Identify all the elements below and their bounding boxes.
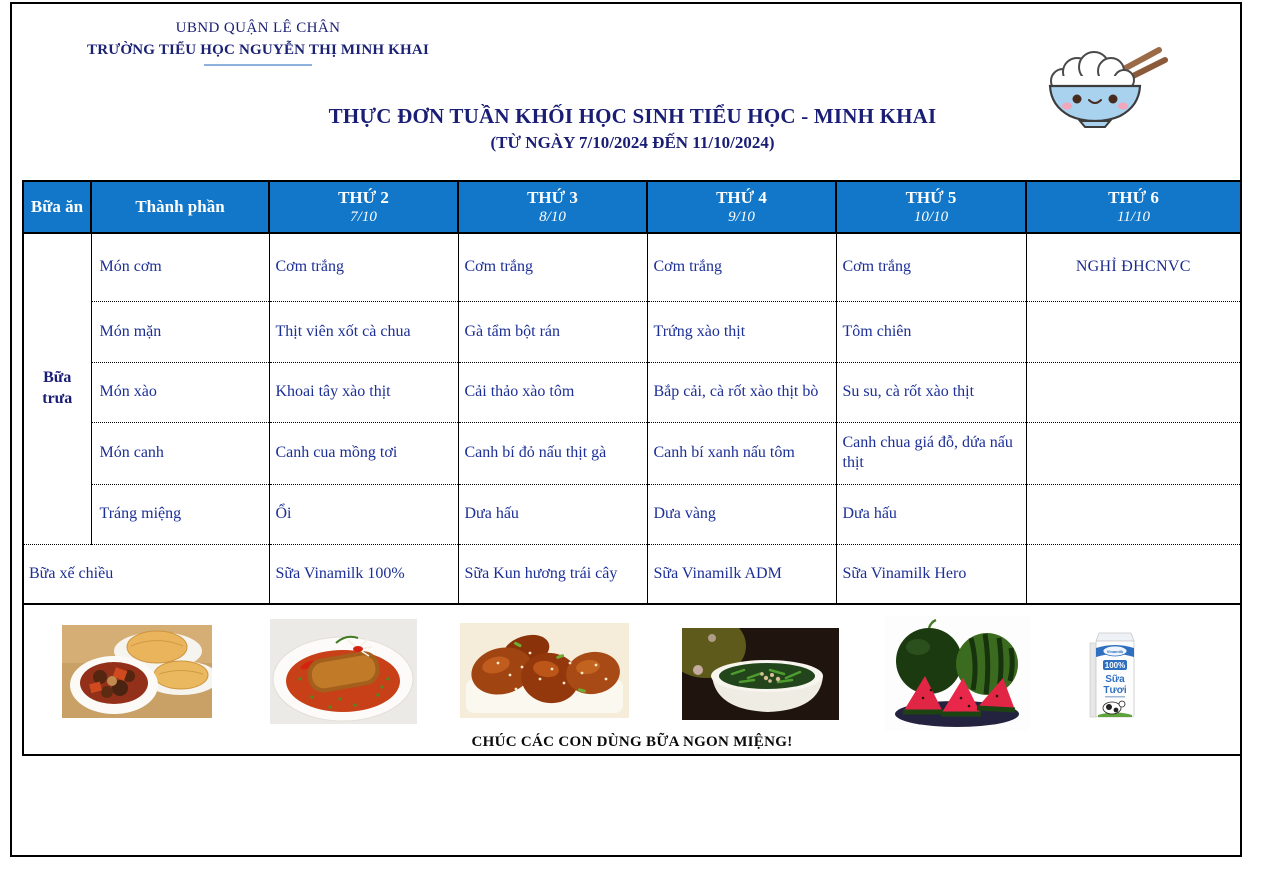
milk-carton-photo — [1082, 627, 1146, 724]
meal-column-header — [23, 181, 91, 233]
milk-percent-label: 100% — [1104, 661, 1126, 670]
menu-cell: Sữa Vinamilk ADM — [647, 544, 836, 604]
day-date: 9/10 — [728, 209, 755, 225]
menu-date-range: (TỪ NGÀY 7/10/2024 ĐẾN 11/10/2024) — [490, 133, 775, 152]
dish-type-label-soup: Món canh — [91, 422, 269, 484]
dish-type-label-stirfry: Món xào — [91, 362, 269, 422]
menu-cell: Bắp cải, cà rốt xào thịt bò — [647, 362, 836, 422]
menu-cell — [1026, 484, 1241, 544]
menu-cell: Dưa vàng — [647, 484, 836, 544]
milk-brand-label: Vinamilk — [1106, 649, 1124, 654]
day-name: THỨ 4 — [716, 188, 767, 207]
menu-title: THỰC ĐƠN TUẦN KHỐI HỌC SINH TIỂU HỌC - MINH KHAI — [328, 104, 937, 128]
day-name: THỨ 3 — [527, 188, 578, 207]
menu-cell — [1026, 301, 1241, 362]
fried-fish-in-tomato-sauce-photo — [270, 619, 417, 724]
day-header-mon — [269, 181, 458, 233]
day-date: 7/10 — [350, 209, 377, 225]
lunch-group-label: Bữa trưa — [23, 233, 91, 544]
menu-cell: Dưa hấu — [836, 484, 1026, 544]
food-photo-gallery — [23, 604, 1241, 755]
menu-cell: Thịt viên xốt cà chua — [269, 301, 458, 362]
menu-cell: Cơm trắng — [269, 233, 458, 301]
day-header-fri — [1026, 181, 1241, 233]
menu-cell: Canh chua giá đỗ, dứa nấu thịt — [836, 422, 1026, 484]
day-header-thu — [836, 181, 1026, 233]
menu-cell: Cơm trắng — [647, 233, 836, 301]
afternoon-snack-label: Bữa xế chiều — [23, 544, 269, 604]
school-name-underline — [204, 64, 312, 66]
menu-cell: Canh cua mồng tơi — [269, 422, 458, 484]
milk-name-line1: Sữa — [1105, 674, 1125, 685]
day-date: 8/10 — [539, 209, 566, 225]
menu-cell: Cơm trắng — [836, 233, 1026, 301]
menu-cell: Gà tẩm bột rán — [458, 301, 647, 362]
day-off-note: NGHỈ ĐHCNVC — [1026, 233, 1241, 301]
org-header — [58, 20, 458, 66]
school-name: TRƯỜNG TIỂU HỌC NGUYỄN THỊ MINH KHAI — [87, 42, 429, 58]
day-date: 11/10 — [1116, 209, 1151, 225]
watermelon-photo — [885, 616, 1030, 731]
day-name: THỨ 2 — [338, 188, 389, 207]
title-block — [0, 104, 1265, 153]
menu-cell: Su su, cà rốt xào thịt — [836, 362, 1026, 422]
dish-type-label-protein: Món mặn — [91, 301, 269, 362]
milk-name-line2: Tươi — [1103, 685, 1127, 696]
dish-type-label-rice: Món cơm — [91, 233, 269, 301]
menu-cell — [1026, 544, 1241, 604]
day-date: 10/10 — [913, 209, 949, 225]
day-name: THỨ 6 — [1108, 188, 1159, 207]
weekly-menu-table — [22, 180, 1242, 756]
component-column-header — [91, 181, 269, 233]
green-vegetable-soup-photo — [682, 628, 839, 720]
meal-column-header-label: Bữa ăn — [30, 197, 84, 217]
menu-cell: Khoai tây xào thịt — [269, 362, 458, 422]
day-header-wed — [647, 181, 836, 233]
day-name: THỨ 5 — [905, 188, 957, 207]
menu-cell: Sữa Vinamilk Hero — [836, 544, 1026, 604]
menu-cell: Trứng xào thịt — [647, 301, 836, 362]
menu-cell: Canh bí xanh nấu tôm — [647, 422, 836, 484]
menu-cell: Cải thảo xào tôm — [458, 362, 647, 422]
org-parent-name: UBND QUẬN LÊ CHÂN — [175, 20, 341, 36]
menu-cell — [1026, 422, 1241, 484]
menu-cell: Ổi — [269, 484, 458, 544]
menu-cell: Cơm trắng — [458, 233, 647, 301]
menu-cell: Sữa Kun hương trái cây — [458, 544, 647, 604]
menu-cell: Canh bí đỏ nấu thịt gà — [458, 422, 647, 484]
menu-cell: Tôm chiên — [836, 301, 1026, 362]
beef-stew-with-bread-photo — [62, 625, 212, 718]
menu-cell — [1026, 362, 1241, 422]
dish-type-label-dessert: Tráng miệng — [91, 484, 269, 544]
glazed-ribs-with-sesame-photo — [460, 623, 629, 718]
menu-cell: Sữa Vinamilk 100% — [269, 544, 458, 604]
component-column-header-label: Thành phần — [135, 197, 225, 217]
footer-message: CHÚC CÁC CON DÙNG BỮA NGON MIỆNG! — [471, 734, 793, 751]
menu-cell: Dưa hấu — [458, 484, 647, 544]
day-header-tue — [458, 181, 647, 233]
